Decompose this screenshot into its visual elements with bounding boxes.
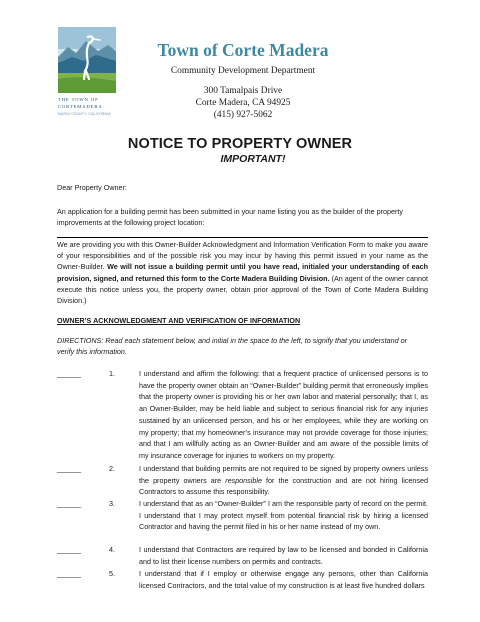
item-number: 1. bbox=[109, 369, 115, 378]
address-city: Corte Madera, CA 94925 bbox=[195, 98, 291, 108]
initial-blank[interactable]: ______ bbox=[57, 499, 81, 508]
item-number: 3. bbox=[109, 499, 115, 508]
department-name: Community Development Department bbox=[170, 66, 316, 76]
item-text: I understand that Contractors are required by law to be licensed and bonded in California and to list their license numbers on permits and contracts. bbox=[139, 545, 428, 566]
item-text-a: I understand that building permits are not required to be signed by property owners unless the property owners are bbox=[139, 464, 428, 485]
logo-line-2: CORTEMADERA bbox=[58, 104, 103, 109]
initial-blank[interactable]: ______ bbox=[57, 464, 81, 473]
item-number: 4. bbox=[109, 545, 115, 554]
project-location-line bbox=[57, 237, 428, 238]
item-number: 5. bbox=[109, 569, 115, 578]
initial-blank[interactable]: ______ bbox=[57, 369, 81, 378]
logo-tagline: MARIN COUNTY, CALIFORNIA bbox=[58, 112, 111, 116]
acknowledgment-item-5 bbox=[57, 568, 428, 592]
acknowledgment-item-1 bbox=[57, 368, 428, 462]
heron-logo-icon bbox=[58, 27, 116, 93]
paragraph-text-2: (An agent of the owner cannot execute this notice unless you, the property owner, obtain prior approval of the Town of Corte Madera Building Division.) bbox=[57, 273, 428, 306]
intro-paragraph: An application for a building permit has been submitted in your name listing you as the builder of the property improvements at the following project location: bbox=[57, 207, 404, 228]
acknowledgment-item-2 bbox=[57, 463, 428, 499]
initial-blank[interactable]: ______ bbox=[57, 569, 81, 578]
section-heading: OWNER’S ACKNOWLEDGMENT AND VERIFICATION OF INFORMATION bbox=[57, 316, 301, 325]
acknowledgment-item-3 bbox=[57, 498, 428, 534]
paragraph-bold-text: We will not issue a building permit until you have read, initialed your understanding of each provision, signed, and returned this form to the Corte Madera Building Division. bbox=[57, 262, 428, 283]
item-text-emphasis: responsible bbox=[225, 475, 262, 485]
initial-blank[interactable]: ______ bbox=[57, 545, 81, 554]
logo-line-1: THE TOWN OF bbox=[58, 97, 99, 102]
item-text bbox=[139, 463, 428, 498]
notice-title: NOTICE TO PROPERTY OWNER bbox=[127, 136, 353, 152]
acknowledgment-item-4 bbox=[57, 544, 428, 568]
directions-text: DIRECTIONS: Read each statement below, and initial in the space to the left, to signify that you understand or verify this information. bbox=[57, 336, 407, 357]
item-text: I understand that as an “Owner-Builder” I am the responsible party of record on the permit. I understand that I may protect myself from potential financial risk by hiring a licensed Contractor and having the permit filed in his or her name instead of my own. bbox=[139, 499, 428, 532]
town-name: Town of Corte Madera bbox=[157, 40, 329, 60]
item-number: 2. bbox=[109, 464, 115, 473]
phone-number: (415) 927-5062 bbox=[213, 110, 273, 120]
item-text: I understand that if I employ or otherwise engage any persons, other than California licensed Contractors, and the total value of my construction is at least five hundred dollars bbox=[139, 569, 428, 590]
address-street: 300 Tamalpais Drive bbox=[203, 86, 283, 96]
salutation: Dear Property Owner: bbox=[57, 183, 127, 192]
owner-builder-paragraph bbox=[57, 239, 428, 306]
item-text: I understand and affirm the following: that a frequent practice of unlicensed persons is to have the property owner obtain an “Owner-Builder” building permit that erroneously implies that the property owner is providing his or her own labor and material personally; that I, as an Owner-Builder, may be held liable and subject to serious financial risk for any injuries sustained by an unlicensed person, and his or her employees, while they are working on my property; that my homeowner’s insurance may not provide coverage for those injuries; and that I am willfully acting as an Owner-Builder and am aware of the possible limits of my insurance coverage for injuries to workers on my property. bbox=[139, 369, 428, 460]
paragraph-text-1: We are providing you with this Owner-Builder Acknowledgment and Information Verification Form to make you aware of your responsibilities and of the possible risk you may incur by having this permit issued in your name as the Owner-Builder. bbox=[57, 240, 428, 272]
notice-subtitle: IMPORTANT! bbox=[220, 153, 286, 165]
item-text-b: for the construction and are not hiring licensed Contractors to assume this responsibility. bbox=[139, 475, 428, 497]
